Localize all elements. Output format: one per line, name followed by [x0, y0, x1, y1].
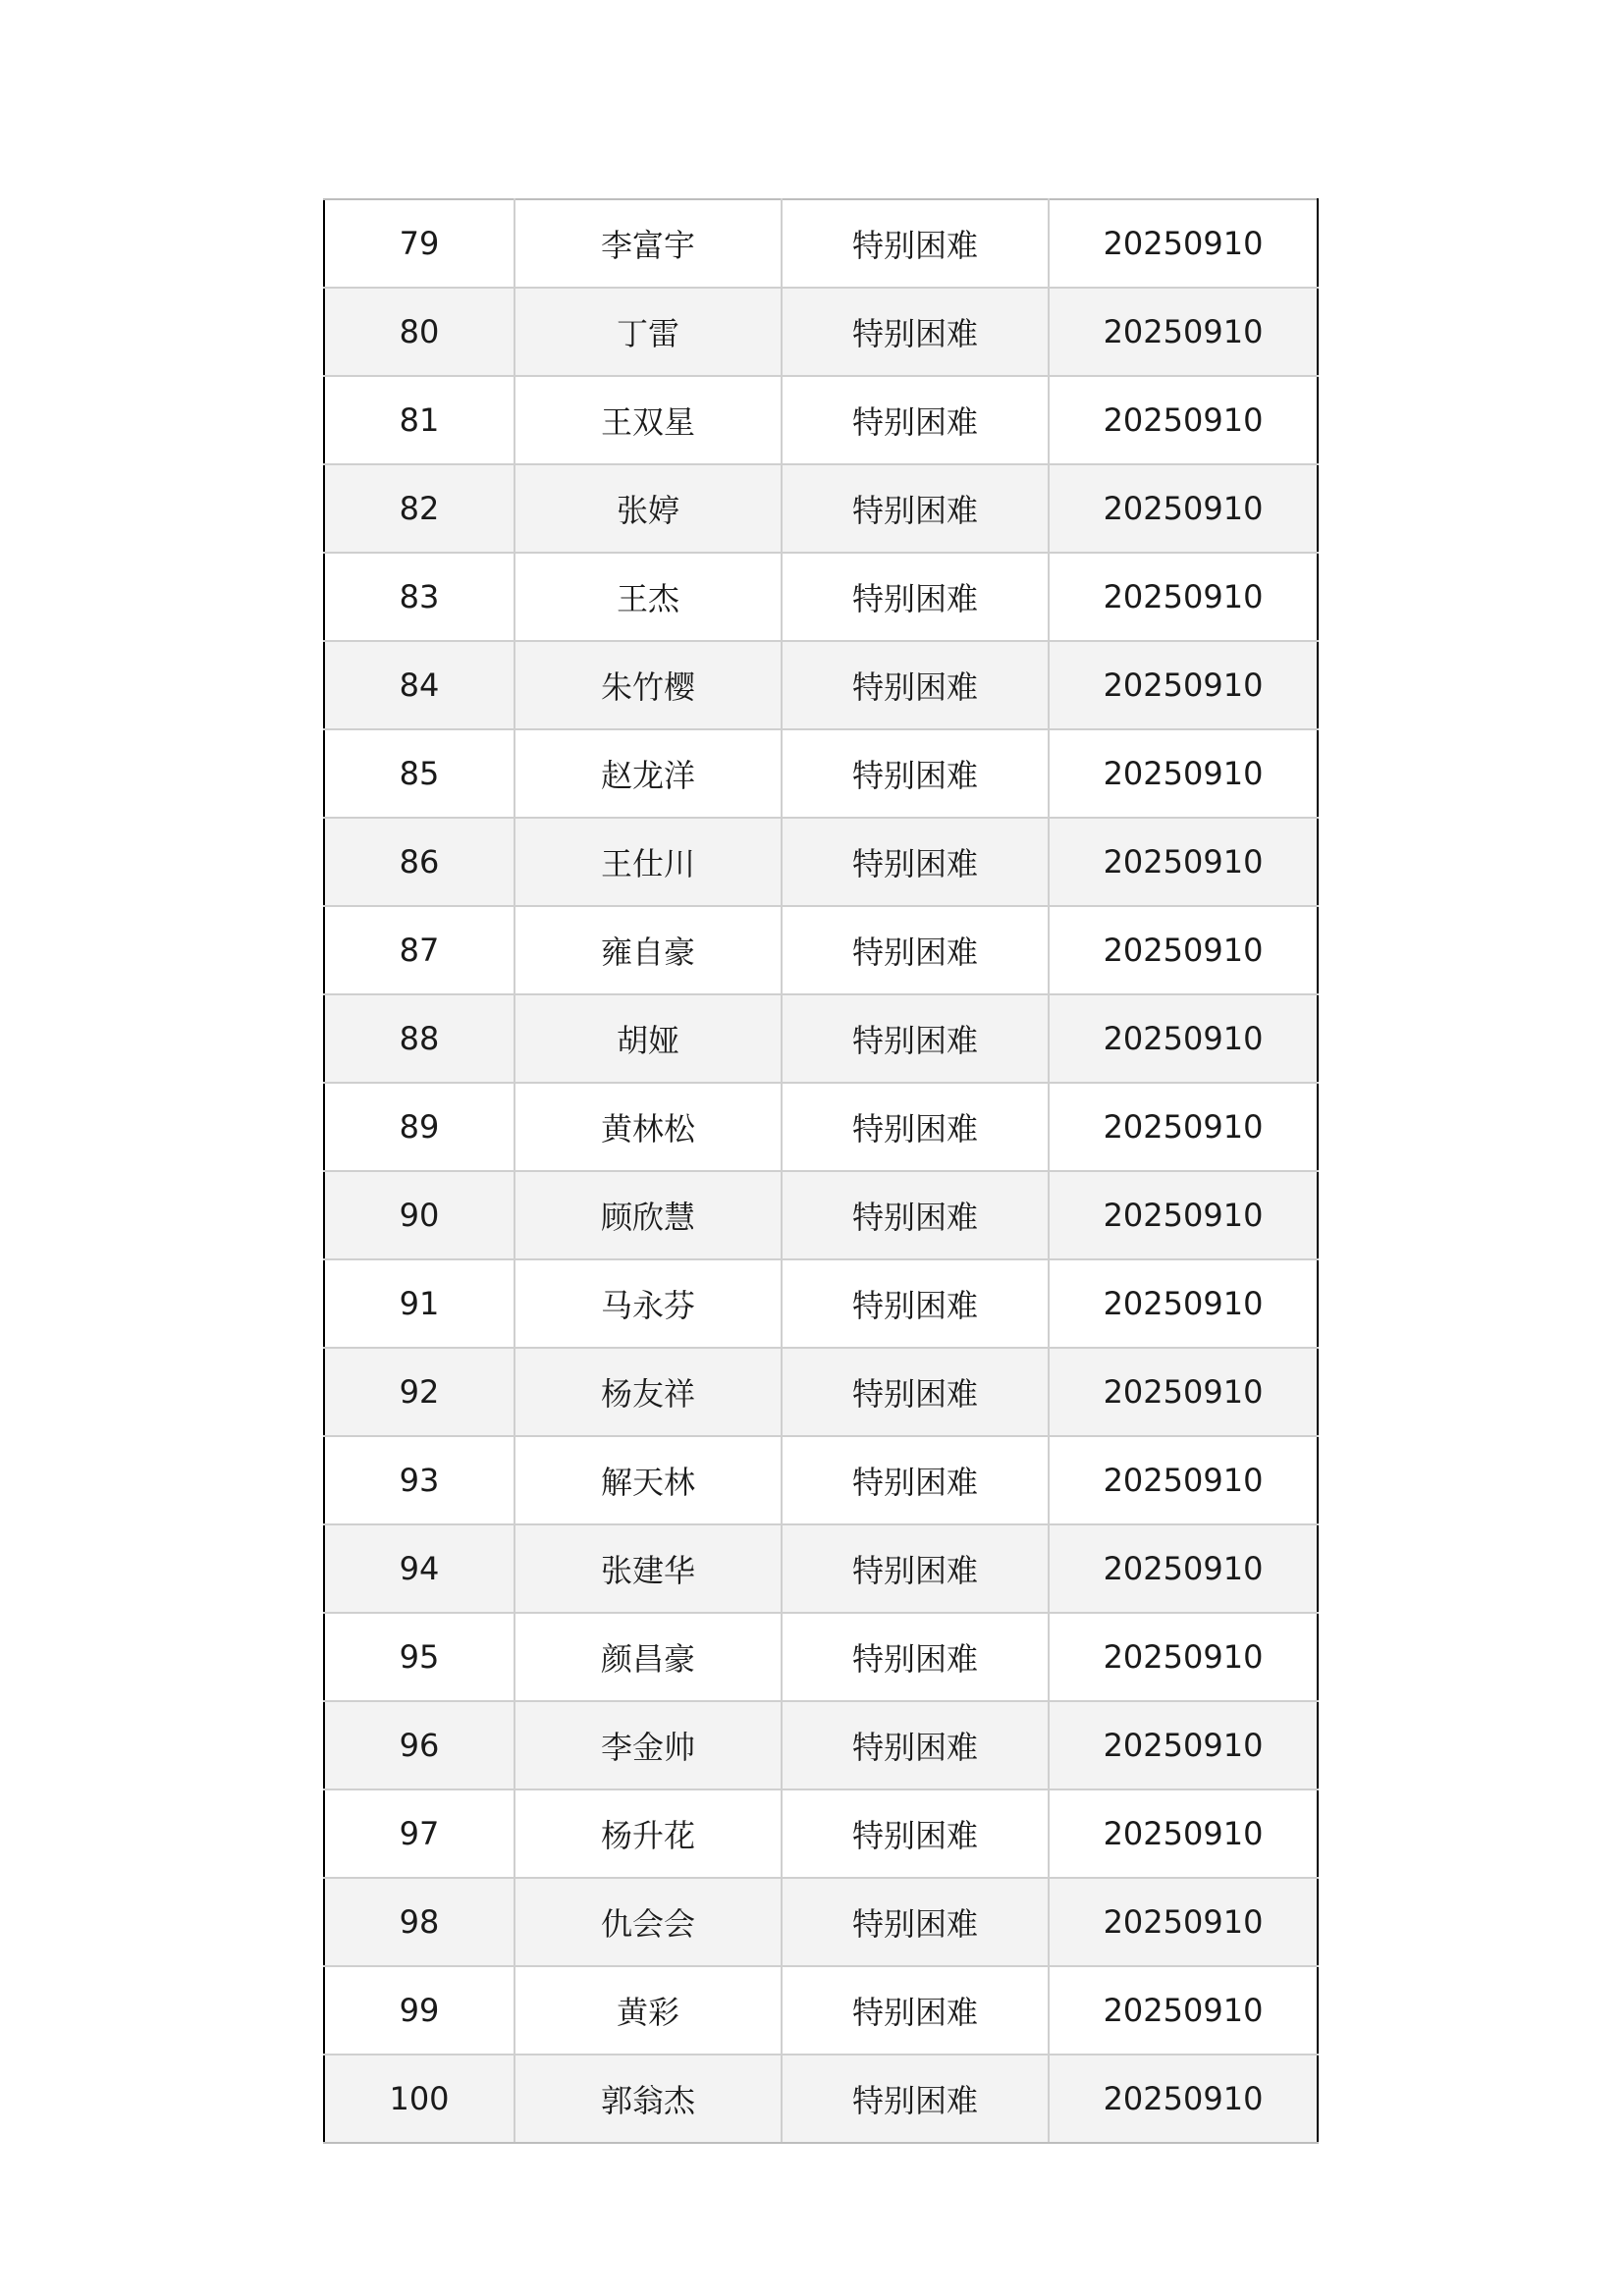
- date-cell: 20250910: [1049, 1083, 1318, 1171]
- table-row: [324, 1083, 1318, 1171]
- category-cell: 特别困难: [782, 1966, 1049, 2055]
- table-row: [324, 1171, 1318, 1259]
- category-cell: 特别困难: [782, 1083, 1049, 1171]
- name-cell: 赵龙洋: [514, 729, 782, 818]
- name-cell: 杨升花: [514, 1789, 782, 1878]
- category-cell: 特别困难: [782, 729, 1049, 818]
- date-cell: 20250910: [1049, 1436, 1318, 1524]
- name-cell: 朱竹樱: [514, 641, 782, 729]
- name-cell: 张建华: [514, 1524, 782, 1613]
- table-row: [324, 1524, 1318, 1613]
- table-row: [324, 376, 1318, 464]
- table-row: [324, 1789, 1318, 1878]
- date-cell: 20250910: [1049, 1259, 1318, 1348]
- table-row: [324, 464, 1318, 553]
- date-cell: 20250910: [1049, 464, 1318, 553]
- row-number-cell: 100: [324, 2055, 514, 2143]
- row-number-cell: 83: [324, 553, 514, 641]
- table-row: [324, 1878, 1318, 1966]
- row-number-cell: 99: [324, 1966, 514, 2055]
- date-cell: 20250910: [1049, 1348, 1318, 1436]
- table-row: [324, 553, 1318, 641]
- date-cell: 20250910: [1049, 1524, 1318, 1613]
- date-cell: 20250910: [1049, 376, 1318, 464]
- name-cell: 解天林: [514, 1436, 782, 1524]
- date-cell: 20250910: [1049, 994, 1318, 1083]
- date-cell: 20250910: [1049, 906, 1318, 994]
- category-cell: 特别困难: [782, 906, 1049, 994]
- table-row: [324, 199, 1318, 288]
- roster-table-body: [324, 199, 1318, 2143]
- date-cell: 20250910: [1049, 1789, 1318, 1878]
- category-cell: 特别困难: [782, 376, 1049, 464]
- category-cell: 特别困难: [782, 2055, 1049, 2143]
- name-cell: 黄彩: [514, 1966, 782, 2055]
- table-row: [324, 288, 1318, 376]
- row-number-cell: 98: [324, 1878, 514, 1966]
- table-row: [324, 1436, 1318, 1524]
- name-cell: 仇会会: [514, 1878, 782, 1966]
- table-row: [324, 1259, 1318, 1348]
- row-number-cell: 91: [324, 1259, 514, 1348]
- table-row: [324, 1966, 1318, 2055]
- category-cell: 特别困难: [782, 1436, 1049, 1524]
- row-number-cell: 87: [324, 906, 514, 994]
- row-number-cell: 92: [324, 1348, 514, 1436]
- table-row: [324, 1613, 1318, 1701]
- category-cell: 特别困难: [782, 464, 1049, 553]
- date-cell: 20250910: [1049, 288, 1318, 376]
- row-number-cell: 88: [324, 994, 514, 1083]
- date-cell: 20250910: [1049, 553, 1318, 641]
- roster-table: [323, 198, 1319, 2144]
- category-cell: 特别困难: [782, 1789, 1049, 1878]
- date-cell: 20250910: [1049, 1171, 1318, 1259]
- category-cell: 特别困难: [782, 641, 1049, 729]
- date-cell: 20250910: [1049, 1966, 1318, 2055]
- row-number-cell: 97: [324, 1789, 514, 1878]
- name-cell: 郭翁杰: [514, 2055, 782, 2143]
- date-cell: 20250910: [1049, 2055, 1318, 2143]
- category-cell: 特别困难: [782, 1171, 1049, 1259]
- category-cell: 特别困难: [782, 1613, 1049, 1701]
- category-cell: 特别困难: [782, 994, 1049, 1083]
- date-cell: 20250910: [1049, 818, 1318, 906]
- row-number-cell: 82: [324, 464, 514, 553]
- category-cell: 特别困难: [782, 1524, 1049, 1613]
- date-cell: 20250910: [1049, 1613, 1318, 1701]
- name-cell: 顾欣慧: [514, 1171, 782, 1259]
- date-cell: 20250910: [1049, 1878, 1318, 1966]
- row-number-cell: 79: [324, 199, 514, 288]
- name-cell: 颜昌豪: [514, 1613, 782, 1701]
- table-row: [324, 729, 1318, 818]
- category-cell: 特别困难: [782, 818, 1049, 906]
- row-number-cell: 94: [324, 1524, 514, 1613]
- date-cell: 20250910: [1049, 1701, 1318, 1789]
- table-row: [324, 1348, 1318, 1436]
- name-cell: 杨友祥: [514, 1348, 782, 1436]
- row-number-cell: 95: [324, 1613, 514, 1701]
- date-cell: 20250910: [1049, 199, 1318, 288]
- row-number-cell: 84: [324, 641, 514, 729]
- table-row: [324, 2055, 1318, 2143]
- name-cell: 雍自豪: [514, 906, 782, 994]
- row-number-cell: 86: [324, 818, 514, 906]
- category-cell: 特别困难: [782, 553, 1049, 641]
- category-cell: 特别困难: [782, 1878, 1049, 1966]
- row-number-cell: 96: [324, 1701, 514, 1789]
- table-row: [324, 1701, 1318, 1789]
- row-number-cell: 89: [324, 1083, 514, 1171]
- name-cell: 王杰: [514, 553, 782, 641]
- row-number-cell: 80: [324, 288, 514, 376]
- table-row: [324, 994, 1318, 1083]
- date-cell: 20250910: [1049, 729, 1318, 818]
- name-cell: 胡娅: [514, 994, 782, 1083]
- category-cell: 特别困难: [782, 199, 1049, 288]
- name-cell: 李金帅: [514, 1701, 782, 1789]
- category-cell: 特别困难: [782, 1701, 1049, 1789]
- date-cell: 20250910: [1049, 641, 1318, 729]
- row-number-cell: 90: [324, 1171, 514, 1259]
- name-cell: 黄林松: [514, 1083, 782, 1171]
- category-cell: 特别困难: [782, 288, 1049, 376]
- table-row: [324, 641, 1318, 729]
- name-cell: 丁雷: [514, 288, 782, 376]
- name-cell: 张婷: [514, 464, 782, 553]
- row-number-cell: 93: [324, 1436, 514, 1524]
- table-row: [324, 906, 1318, 994]
- category-cell: 特别困难: [782, 1259, 1049, 1348]
- row-number-cell: 81: [324, 376, 514, 464]
- row-number-cell: 85: [324, 729, 514, 818]
- table-row: [324, 818, 1318, 906]
- name-cell: 李富宇: [514, 199, 782, 288]
- name-cell: 王仕川: [514, 818, 782, 906]
- name-cell: 王双星: [514, 376, 782, 464]
- category-cell: 特别困难: [782, 1348, 1049, 1436]
- name-cell: 马永芬: [514, 1259, 782, 1348]
